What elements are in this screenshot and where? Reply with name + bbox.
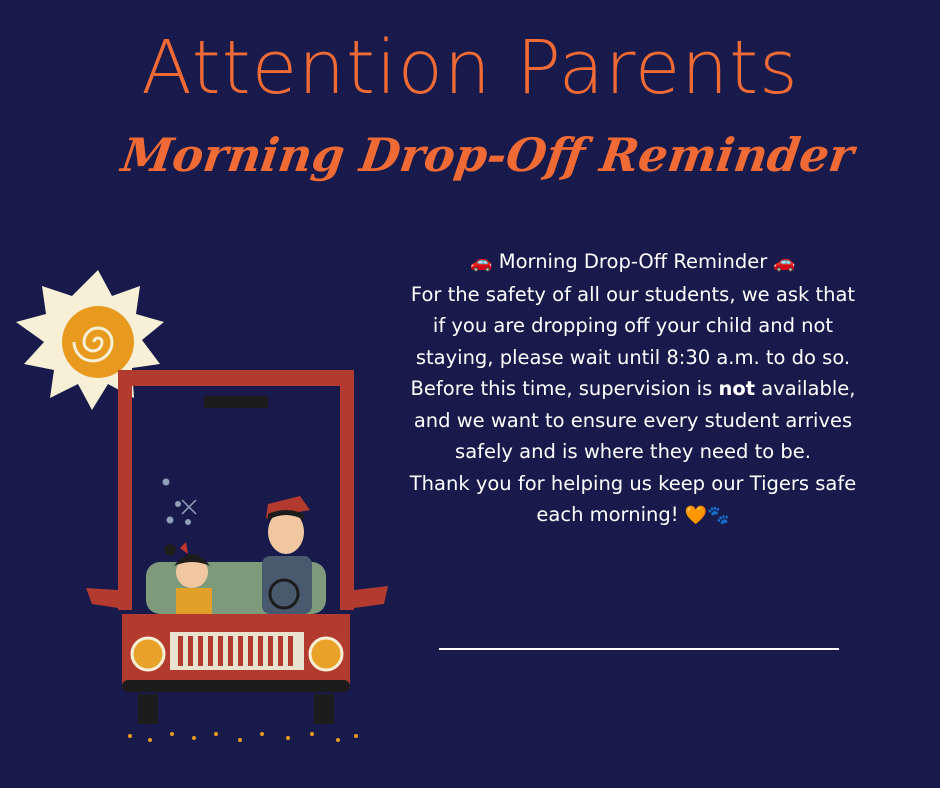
- message-paragraph-thanks: [408, 468, 858, 532]
- car-illustration: [0, 260, 400, 760]
- sun-icon: [16, 270, 164, 410]
- heart-paw-icon: 🧡🐾: [684, 505, 730, 526]
- divider-line: [439, 648, 839, 650]
- message-paragraph-safety: For the safety of all our students, we ask that if you are dropping off your child and not staying, please wait until 8:30 a.m. to do so.: [410, 282, 856, 369]
- father-figure: [262, 496, 312, 614]
- reminder-message: [408, 246, 858, 532]
- supervision-text-before: Before this time, supervision is: [410, 377, 713, 400]
- supervision-emphasis: not: [718, 377, 756, 400]
- supervision-text-after: available, and we want to ensure every student arrives safely and is where they need to be.: [413, 377, 856, 463]
- car-icon: 🚗: [773, 252, 796, 273]
- thanks-text: Thank you for helping us keep our Tigers safe each morning!: [409, 471, 857, 526]
- page-subtitle: Morning Drop-Off Reminder: [118, 128, 858, 182]
- message-paragraph-supervision: [408, 373, 858, 468]
- message-heading-text: Morning Drop-Off Reminder: [498, 250, 768, 273]
- ground-decoration: [128, 732, 358, 742]
- car-body: [86, 370, 388, 724]
- sparkle-decoration: [163, 479, 196, 525]
- page-title: Attention Parents: [141, 25, 799, 111]
- message-heading: [408, 246, 858, 279]
- car-icon: 🚗: [470, 252, 493, 273]
